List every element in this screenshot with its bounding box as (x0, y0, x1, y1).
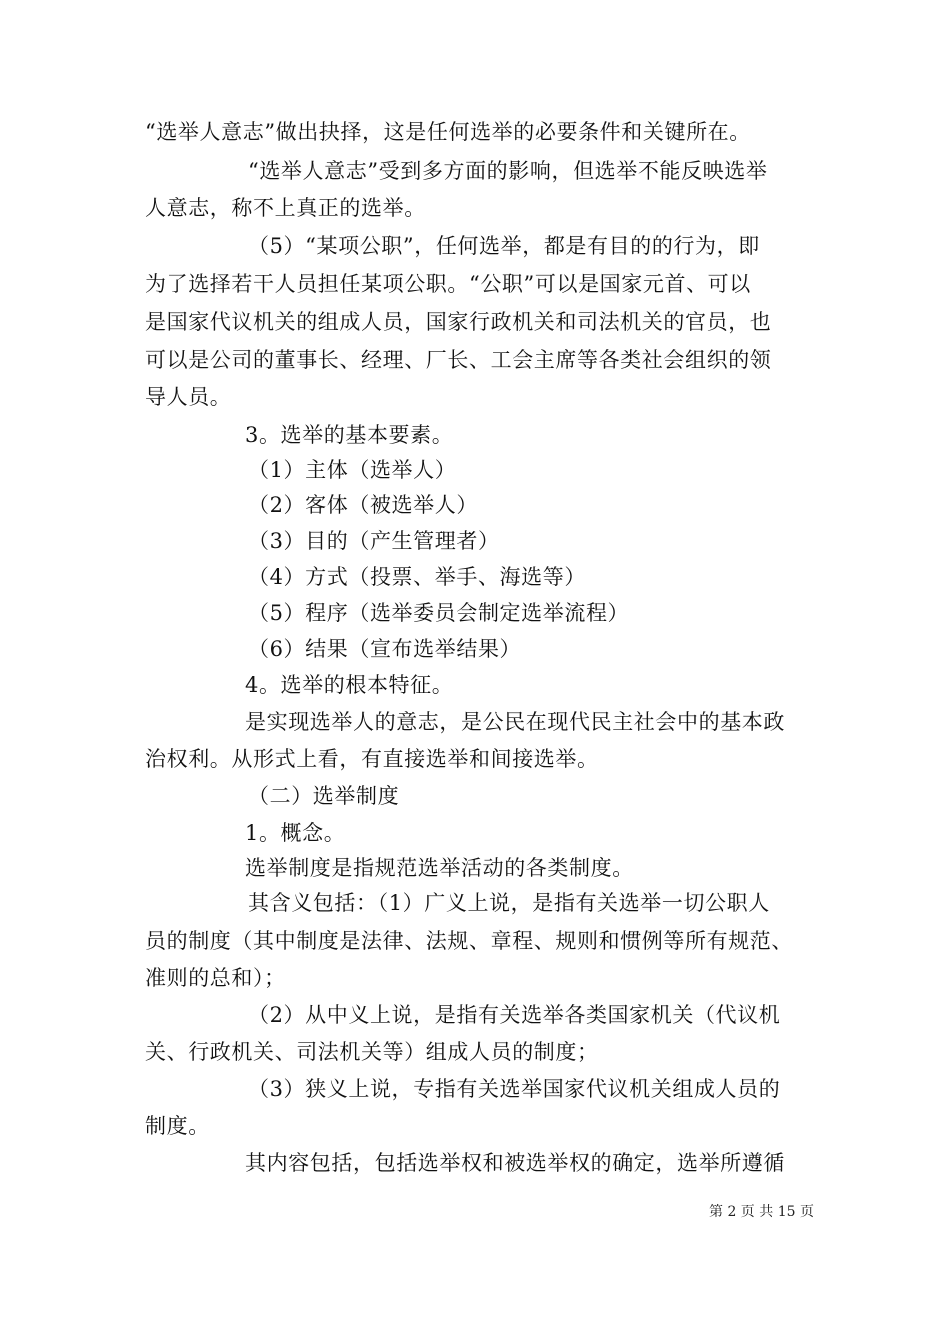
text-line-18: 治权利。从形式上看，有直接选举和间接选举。 (145, 747, 599, 771)
text-line-5: 为了选择若干人员担任某项公职。“公职”可以是国家元首、可以 (145, 272, 751, 296)
text-line-4: （5）“某项公职”，任何选举，都是有目的的行为，即 (248, 234, 760, 258)
text-line-14: （5）程序（选举委员会制定选举流程） (248, 601, 630, 625)
text-line-7: 可以是公司的董事长、经理、厂长、工会主席等各类社会组织的领 (145, 348, 772, 372)
text-line-22: 其含义包括：（1）广义上说，是指有关选举一切公职人 (248, 891, 770, 915)
text-line-20: 1。概念。 (245, 821, 346, 845)
text-line-2: “选举人意志”受到多方面的影响，但选举不能反映选举 (248, 159, 768, 183)
text-line-25: （2）从中义上说，是指有关选举各类国家机关（代议机 (248, 1003, 781, 1027)
text-line-26: 关、行政机关、司法机关等）组成人员的制度； (145, 1040, 599, 1064)
text-line-6: 是国家代议机关的组成人员，国家行政机关和司法机关的官员，也 (145, 310, 772, 334)
text-line-11: （2）客体（被选举人） (248, 493, 478, 517)
text-line-24: 准则的总和）； (145, 966, 286, 990)
text-line-13: （4）方式（投票、举手、海选等） (248, 565, 586, 589)
text-line-15: （6）结果（宣布选举结果） (248, 637, 522, 661)
text-line-29: 其内容包括，包括选举权和被选举权的确定，选举所遵循 (245, 1151, 785, 1175)
page-number-footer: 第 2 页 共 15 页 (709, 1204, 814, 1220)
text-line-3: 人意志，称不上真正的选举。 (145, 196, 426, 220)
text-line-27: （3）狭义上说，专指有关选举国家代议机关组成人员的 (248, 1077, 781, 1101)
text-line-19: （二）选举制度 (248, 784, 400, 808)
text-line-1: “选举人意志”做出抉择，这是任何选举的必要条件和关键所在。 (145, 120, 751, 144)
text-line-10: （1）主体（选举人） (248, 458, 457, 482)
text-line-21: 选举制度是指规范选举活动的各类制度。 (245, 856, 634, 880)
text-line-16: 4。选举的根本特征。 (245, 673, 454, 697)
text-line-12: （3）目的（产生管理者） (248, 529, 500, 553)
text-line-23: 员的制度（其中制度是法律、法规、章程、规则和惯例等所有规范、 (145, 929, 793, 953)
text-line-28: 制度。 (145, 1114, 210, 1138)
text-line-9: 3。选举的基本要素。 (245, 423, 454, 447)
text-line-17: 是实现选举人的意志，是公民在现代民主社会中的基本政 (245, 710, 785, 734)
text-line-8: 导人员。 (145, 385, 232, 409)
